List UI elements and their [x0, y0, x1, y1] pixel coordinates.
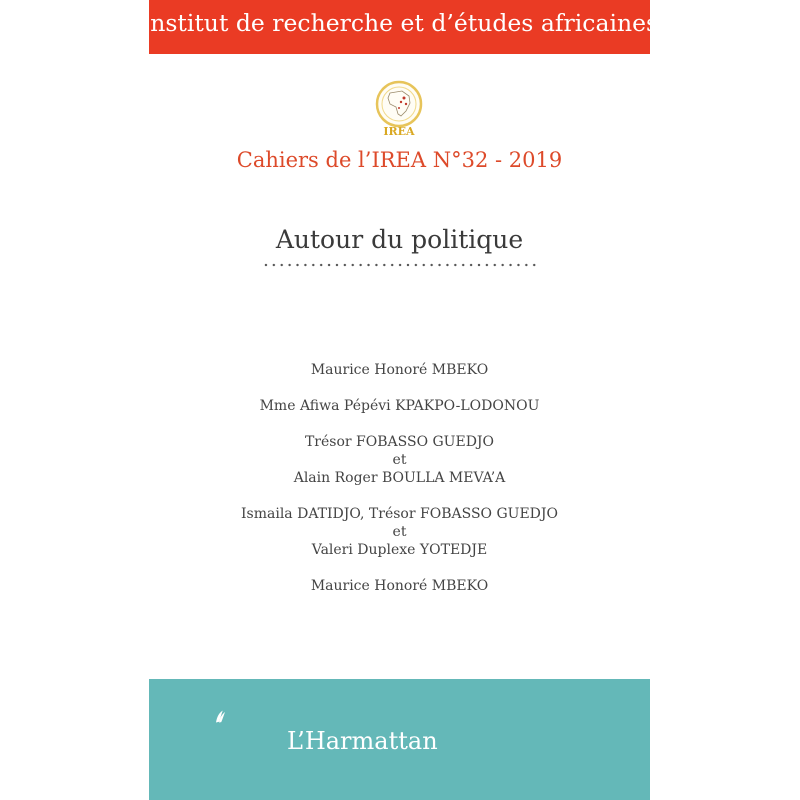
series-title: Cahiers de l’IREA N°32 - 2019 [236, 148, 563, 172]
author-line: Maurice Honoré MBEKO [310, 578, 489, 594]
bottom-band [149, 679, 650, 800]
author-line: Alain Roger BOULLA MEVA’A [293, 470, 506, 486]
book-cover [140, 0, 659, 800]
author-line: Ismaila DATIDJO, Trésor FOBASSO GUEDJO [241, 506, 558, 522]
author-conjunction: et [392, 452, 407, 468]
dotted-divider [262, 263, 538, 267]
publisher-name: L’Harmattan [287, 727, 438, 755]
author-group [149, 397, 650, 415]
quill-icon [204, 701, 264, 741]
book-title: Autour du politique [275, 225, 524, 254]
author-line: Valeri Duplexe YOTEDJE [311, 542, 488, 558]
author-group [149, 433, 650, 487]
author-group [149, 577, 650, 595]
irea-logo [366, 78, 432, 140]
author-line: Trésor FOBASSO GUEDJO [304, 434, 495, 450]
author-conjunction: et [392, 524, 407, 540]
author-list [149, 361, 650, 613]
top-band [140, 0, 659, 54]
institute-name: Institut de recherche et d’études africaines [140, 9, 659, 37]
logo-text: IREA [383, 125, 415, 138]
author-line: Mme Afiwa Pépévi KPAKPO-LODONOU [259, 398, 540, 414]
author-line: Maurice Honoré MBEKO [310, 362, 489, 378]
author-group [149, 361, 650, 379]
author-group [149, 505, 650, 559]
